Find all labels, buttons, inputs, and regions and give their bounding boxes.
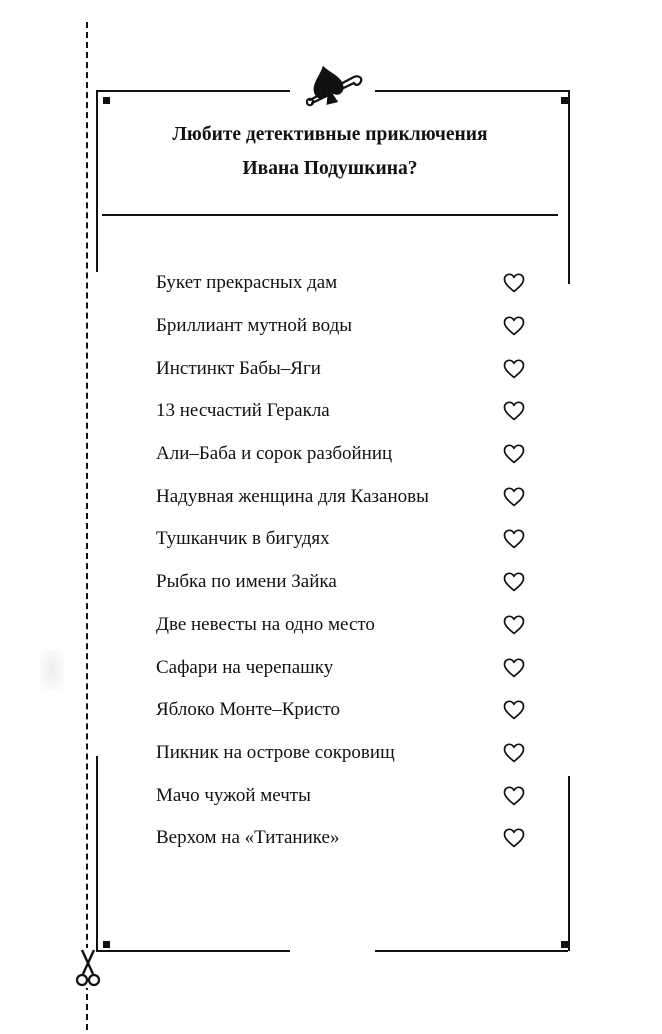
list-item bbox=[156, 390, 536, 433]
heart-outline-icon[interactable] bbox=[503, 658, 525, 678]
title-divider bbox=[102, 214, 558, 216]
book-title: Инстинкт Бабы–Яги bbox=[156, 357, 321, 379]
book-list bbox=[156, 262, 536, 860]
heart-outline-icon[interactable] bbox=[503, 828, 525, 848]
heart-outline-icon[interactable] bbox=[503, 273, 525, 293]
book-title: Рыбка по имени Зайка bbox=[156, 571, 337, 593]
heart-outline-icon[interactable] bbox=[503, 743, 525, 763]
page-title-line-1: Любите детективные приключения bbox=[172, 124, 488, 145]
book-title: Бриллиант мутной воды bbox=[156, 315, 353, 337]
book-title: 13 несчастий Геракла bbox=[156, 400, 330, 422]
list-item bbox=[156, 689, 536, 732]
heart-outline-icon[interactable] bbox=[503, 359, 525, 379]
heart-outline-icon[interactable] bbox=[503, 401, 525, 421]
list-item bbox=[156, 262, 536, 305]
heart-outline-icon[interactable] bbox=[503, 316, 525, 336]
list-item bbox=[156, 347, 536, 390]
heart-outline-icon[interactable] bbox=[503, 529, 525, 549]
list-item bbox=[156, 646, 536, 689]
list-item bbox=[156, 774, 536, 817]
list-item bbox=[156, 518, 536, 561]
book-title: Две невесты на одно место bbox=[156, 613, 375, 635]
book-title: Мачо чужой мечты bbox=[156, 784, 311, 806]
list-item bbox=[156, 433, 536, 476]
book-title: Надувная женщина для Казановы bbox=[156, 485, 429, 507]
spade-safety-pin-icon bbox=[306, 62, 368, 108]
heart-outline-icon[interactable] bbox=[503, 572, 525, 592]
heart-outline-icon[interactable] bbox=[503, 444, 525, 464]
list-item bbox=[156, 561, 536, 604]
cut-line bbox=[86, 22, 88, 1030]
book-title: Тушканчик в бигудях bbox=[156, 528, 330, 550]
list-item bbox=[156, 475, 536, 518]
book-title: Али–Баба и сорок разбойниц bbox=[156, 443, 393, 465]
page-smudge bbox=[40, 650, 64, 690]
heart-outline-icon[interactable] bbox=[503, 786, 525, 806]
heart-outline-icon[interactable] bbox=[503, 487, 525, 507]
book-title: Сафари на черепашку bbox=[156, 656, 334, 678]
heart-outline-icon[interactable] bbox=[503, 615, 525, 635]
list-item bbox=[156, 604, 536, 647]
list-item bbox=[156, 732, 536, 775]
heart-outline-icon[interactable] bbox=[503, 700, 525, 720]
scissors-icon bbox=[74, 948, 102, 988]
book-title: Букет прекрасных дам bbox=[156, 272, 338, 294]
book-title: Пикник на острове сокровищ bbox=[156, 741, 395, 763]
book-title: Верхом на «Титанике» bbox=[156, 827, 340, 849]
book-title: Яблоко Монте–Кристо bbox=[156, 699, 341, 721]
page-title-line-2: Ивана Подушкина? bbox=[242, 158, 418, 179]
list-item bbox=[156, 817, 536, 860]
list-item bbox=[156, 305, 536, 348]
